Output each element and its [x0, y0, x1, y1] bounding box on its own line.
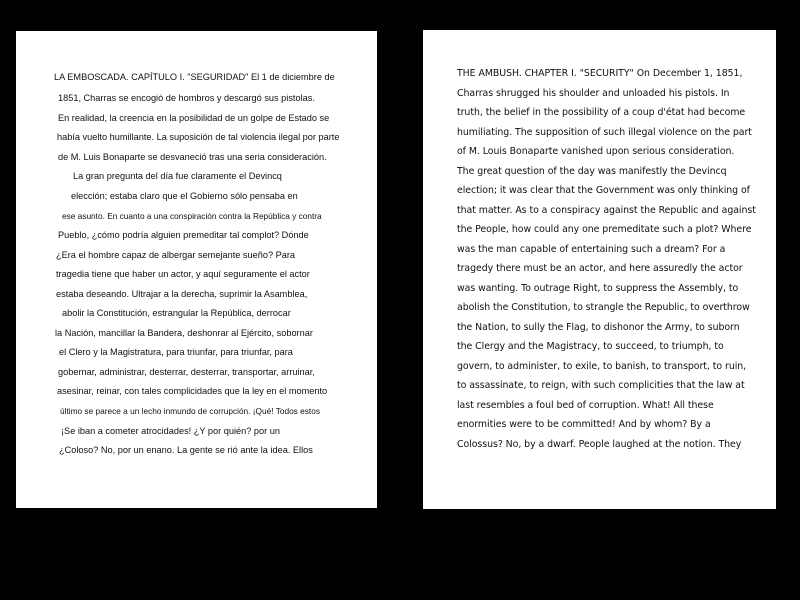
spanish-translation-page — [16, 31, 377, 508]
english-line: Charras shrugged his shoulder and unloaded his pistols. In — [457, 88, 730, 99]
english-line: the Nation, to sully the Flag, to dishonor the Army, to suborn — [457, 322, 740, 333]
spanish-line: tragedia tiene que haber un actor, y aquí seguramente el actor — [56, 269, 310, 279]
spanish-line: había vuelto humillante. La suposición de tal violencia ilegal por parte — [57, 132, 340, 142]
english-line: humiliating. The supposition of such illegal violence on the part — [457, 127, 752, 138]
english-line: of M. Louis Bonaparte vanished upon serious consideration. — [457, 146, 735, 157]
spanish-line: elección; estaba claro que el Gobierno sólo pensaba en — [71, 191, 298, 201]
spanish-line: gobernar, administrar, desterrar, desterrar, transportar, arruinar, — [58, 367, 315, 377]
spanish-line: La gran pregunta del día fue claramente el Devincq — [73, 171, 282, 181]
english-line: truth, the belief in the possibility of a coup d'état had become — [457, 107, 746, 118]
english-line: The great question of the day was manifestly the Devincq — [457, 166, 727, 177]
spanish-line: ese asunto. En cuanto a una conspiración contra la República y contra — [62, 211, 322, 221]
english-line: was wanting. To outrage Right, to suppress the Assembly, to — [457, 283, 739, 294]
spanish-line: asesinar, reinar, con tales complicidades que la ley en el momento — [57, 386, 328, 396]
english-line: govern, to administer, to exile, to banish, to transport, to ruin, — [457, 361, 747, 372]
english-line: tragedy there must be an actor, and here assuredly the actor — [457, 263, 743, 274]
spanish-line: LA EMBOSCADA. CAPÍTULO I. "SEGURIDAD" El 1 de diciembre de — [54, 72, 335, 82]
spanish-line: último se parece a un lecho inmundo de corrupción. ¡Qué! Todos estos — [60, 406, 320, 416]
english-line: enormities were to be committed! And by whom? By a — [457, 419, 711, 430]
spanish-line: la Nación, mancillar la Bandera, deshonrar al Ejército, sobornar — [55, 328, 313, 338]
english-line: THE AMBUSH. CHAPTER I. "SECURITY" On December 1, 1851, — [457, 68, 743, 79]
english-line: the Clergy and the Magistracy, to succeed, to triumph, to — [457, 341, 724, 352]
spanish-line: En realidad, la creencia en la posibilidad de un golpe de Estado se — [58, 113, 330, 123]
spanish-line: Pueblo, ¿cómo podría alguien premeditar tal complot? Dónde — [58, 230, 309, 240]
spanish-line: el Clero y la Magistratura, para triunfar, para triunfar, para — [59, 347, 293, 357]
spanish-line: de M. Luis Bonaparte se desvaneció tras una seria consideración. — [58, 152, 327, 162]
english-line: Colossus? No, by a dwarf. People laughed at the notion. They — [457, 439, 742, 450]
english-line: to assassinate, to reign, with such complicities that the law at — [457, 380, 745, 391]
english-line: was the man capable of entertaining such a dream? For a — [457, 244, 726, 255]
spanish-line: abolir la Constitución, estrangular la República, derrocar — [62, 308, 291, 318]
spanish-line: ¿Era el hombre capaz de albergar semejante sueño? Para — [56, 250, 296, 260]
english-line: the People, how could any one premeditate such a plot? Where — [457, 224, 752, 235]
spanish-line: ¿Coloso? No, por un enano. La gente se rió ante la idea. Ellos — [59, 445, 313, 455]
english-line: election; it was clear that the Government was only thinking of — [457, 185, 750, 196]
english-line: last resembles a foul bed of corruption. What! All these — [457, 400, 714, 411]
english-line: that matter. As to a conspiracy against the Republic and against — [457, 205, 756, 216]
spanish-line: ¡Se iban a cometer atrocidades! ¿Y por quién? por un — [61, 426, 280, 436]
english-line: abolish the Constitution, to strangle the Republic, to overthrow — [457, 302, 750, 313]
english-original-page — [423, 30, 776, 509]
spanish-line: 1851, Charras se encogió de hombros y descargó sus pistolas. — [58, 93, 315, 103]
spanish-line: estaba deseando. Ultrajar a la derecha, suprimir la Asamblea, — [56, 289, 308, 299]
